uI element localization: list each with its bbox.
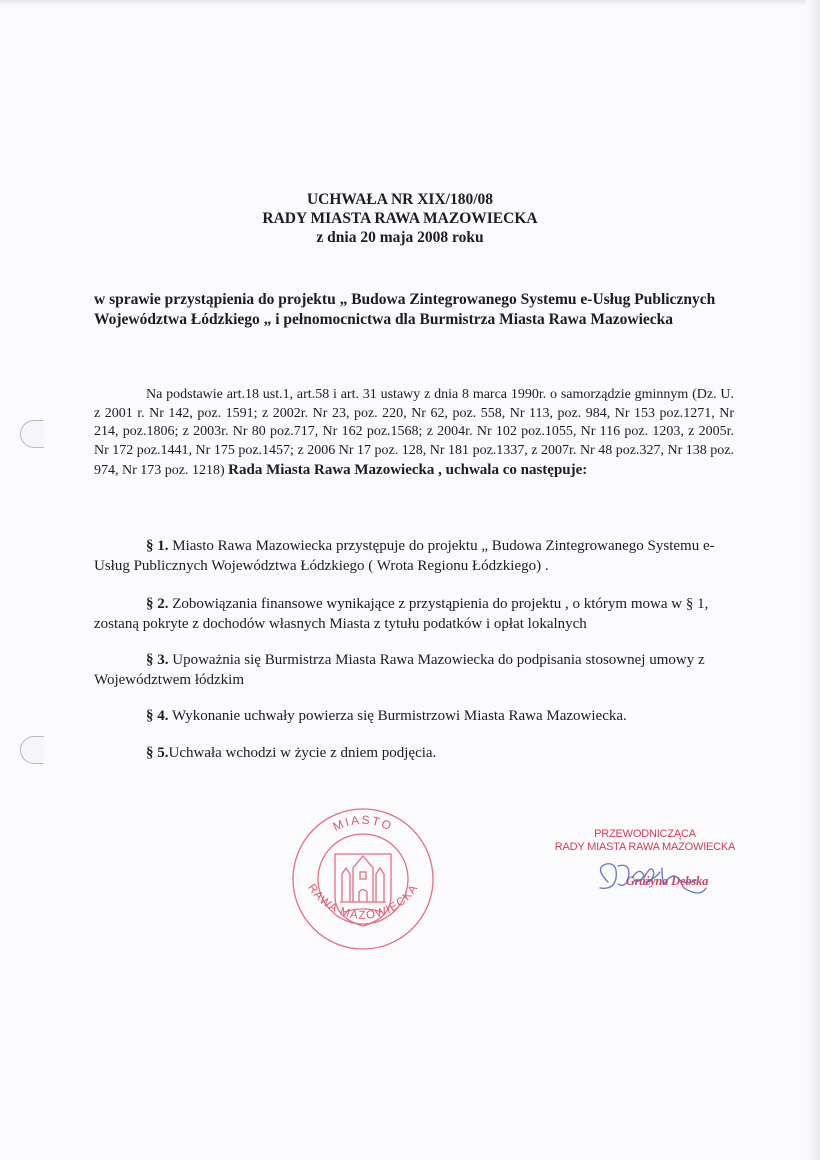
seal-top-text: MIASTO — [330, 812, 396, 834]
paragraph-5 — [94, 744, 734, 764]
page-edge-top — [0, 0, 820, 6]
resolution-date: z dnia 20 maja 2008 roku — [316, 229, 484, 246]
resolution-clause: Rada Miasta Rawa Mazowiecka , uchwala co następuje: — [228, 461, 588, 478]
chairwoman-name: Grażyna Dębska — [625, 874, 709, 888]
paragraph-text: Zobowiązania finansowe wynikające z przystąpienia do projektu , o którym mowa w § 1, zostaną pokryte z dochodów własnych Miasta z tytułu podatków i opłat lokalnych — [94, 596, 709, 632]
paragraph-text: Uchwała wchodzi w życie z dniem podjęcia. — [168, 745, 437, 761]
city-seal-stamp — [290, 806, 436, 952]
legal-basis-text: Na podstawie art.18 ust.1, art.58 i art. 31 ustawy z dnia 8 marca 1990r. o samorządzie gminnym (Dz. U. z 2001 r. Nr 142, poz. 1591; z 2002r. Nr 23, poz. 220, Nr 62, poz. 558, Nr 113, poz. 984, Nr 153 poz.1271, Nr 214, poz.1806; z 2003r. Nr 80 poz.717, Nr 162 poz.1568; z 2004r. Nr 102 poz.1055, Nr 116 poz. 1203, z 2005r. Nr 172 poz.1441, Nr 175 poz.1457; z 2006 Nr 17 poz. 128, Nr 181 poz.1337, z 2007r. Nr 48 poz.327, Nr 138 poz. 974, Nr 173 poz. 1218) — [94, 387, 734, 478]
paragraph-4 — [94, 707, 734, 727]
paragraph-3 — [94, 651, 734, 690]
legal-basis — [94, 386, 734, 481]
paragraph-text: Wykonanie uchwały powierza się Burmistrzowi Miasta Rawa Mazowiecka. — [168, 708, 627, 724]
page-edge-right — [806, 0, 820, 1160]
paragraph-text: Upoważnia się Burmistrza Miasta Rawa Mazowiecka do podpisania stosownej umowy z Województwem łódzkim — [94, 652, 705, 688]
punch-hole-upper — [20, 420, 44, 448]
paragraph-number: § 5. — [146, 745, 169, 761]
paragraph-text: Miasto Rawa Mazowiecka przystępuje do projektu „ Budowa Zintegrowanego Systemu e- Usług Publicznych Województwa Łódzkiego ( Wrota Regionu Łódzkiego) . — [94, 538, 715, 574]
chairwoman-council: RADY MIASTA RAWA MAZOWIECKA — [554, 841, 736, 853]
paragraph-number: § 3. — [146, 652, 169, 668]
handwritten-signature — [588, 858, 708, 904]
seal-bottom-text: RAWA MAZOWIECKA — [305, 882, 421, 922]
document-header — [160, 190, 640, 247]
paragraph-number: § 1. — [146, 538, 169, 554]
paragraph-2 — [94, 595, 734, 634]
resolution-number: UCHWAŁA NR XIX/180/08 — [306, 191, 493, 208]
resolution-subject: w sprawie przystąpienia do projektu „ Budowa Zintegrowanego Systemu e-Usług Publicznych Województwa Łódzkiego „ i pełnomocnictwa dla Burmistrza Miasta Rawa Mazowiecka — [94, 291, 716, 328]
punch-hole-lower — [20, 736, 44, 764]
paragraph-number: § 2. — [146, 596, 169, 612]
chairwoman-title: PRZEWODNICZĄCA — [594, 828, 696, 840]
paragraph-1 — [94, 537, 734, 576]
paragraph-number: § 4. — [146, 708, 169, 724]
council-name: RADY MIASTA RAWA MAZOWIECKA — [262, 210, 538, 227]
